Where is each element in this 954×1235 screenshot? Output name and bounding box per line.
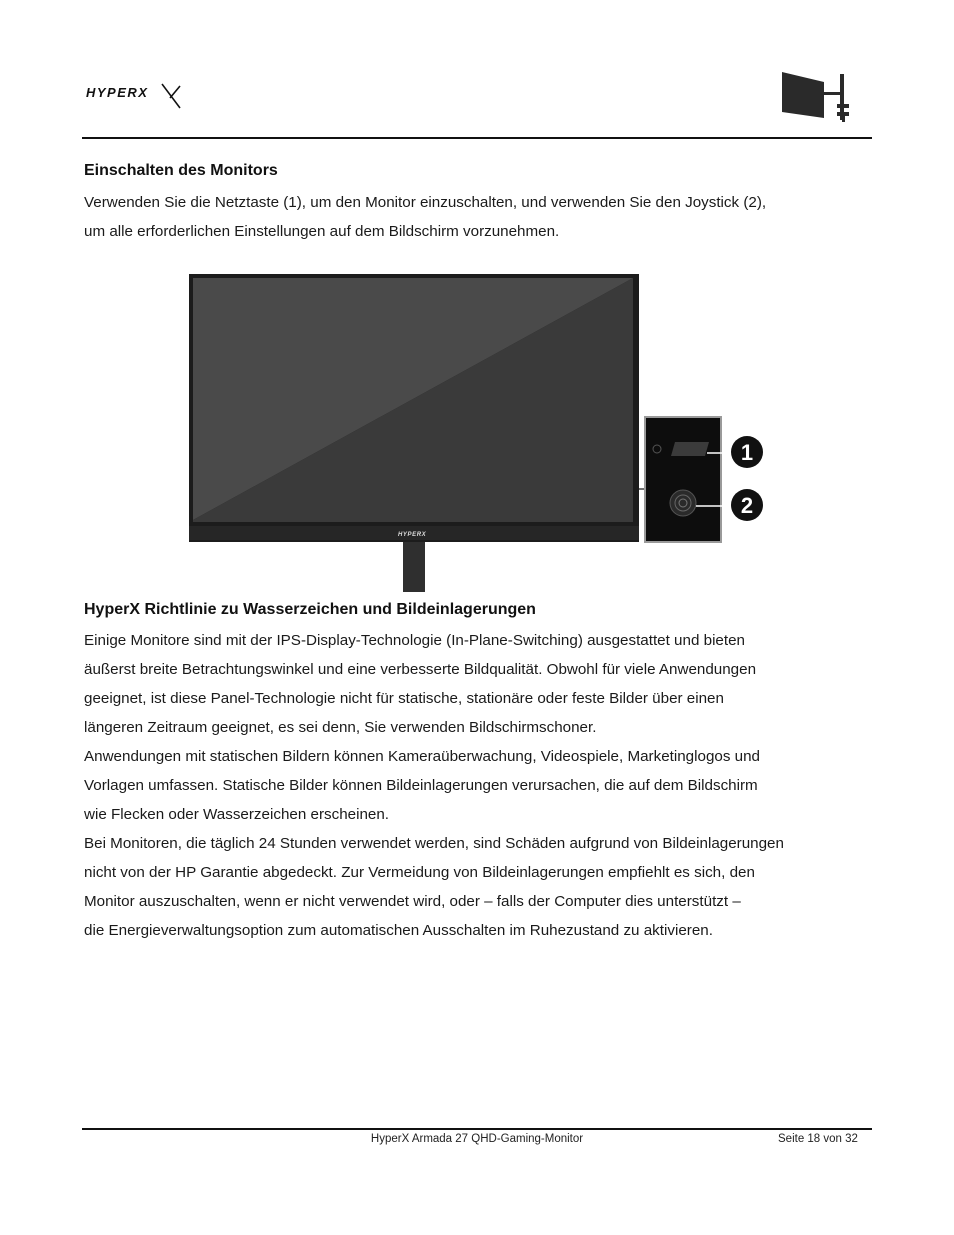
footer-divider <box>82 1128 872 1130</box>
text-line: äußerst breite Betrachtungswinkel und eine verbesserte Bildqualität. Obwohl für viele Anwendungen <box>84 661 757 678</box>
header-divider <box>82 137 872 139</box>
monitor-arm-mount-icon <box>780 70 855 130</box>
joystick <box>670 490 696 516</box>
text-line: die Energieverwaltungsoption zum automatischen Ausschalten im Ruhezustand zu aktivieren. <box>84 922 713 939</box>
text-line: Verwenden Sie die Netztaste (1), um den Monitor einzuschalten, und verwenden Sie den Joystick (2), <box>84 194 767 211</box>
svg-text:1: 1 <box>740 440 754 465</box>
text-line: geeignet, ist diese Panel-Technologie nicht für statische, stationäre oder feste Bilder über einen <box>84 690 724 707</box>
svg-text:HYPERX: HYPERX <box>86 85 149 100</box>
text-line: Vorlagen umfassen. Statische Bilder können Bildeinlagerungen verursachen, die auf dem Bildschirm <box>84 777 758 794</box>
footer-page-number: Seite 18 von 32 <box>778 1133 858 1145</box>
bezel-logo: HYPERX <box>398 532 427 538</box>
hyperx-logo <box>84 80 184 117</box>
monitor-controls-illustration <box>185 270 775 600</box>
section-paragraph-watermark-policy <box>84 626 884 945</box>
footer-document-title: HyperX Armada 27 QHD-Gaming-Monitor <box>370 1133 584 1145</box>
power-button <box>671 442 709 456</box>
text-line: um alle erforderlichen Einstellungen auf dem Bildschirm vorzunehmen. <box>84 223 560 240</box>
text-line: wie Flecken oder Wasserzeichen erscheinen. <box>84 806 390 823</box>
monitor-stand <box>403 540 425 592</box>
svg-text:2: 2 <box>740 493 754 518</box>
section-paragraph-power-on <box>84 188 884 246</box>
text-line: Anwendungen mit statischen Bildern können Kameraüberwachung, Videospiele, Marketinglogos und <box>84 748 760 765</box>
text-line: Bei Monitoren, die täglich 24 Stunden verwendet werden, sind Schäden aufgrund von Bildeinlagerungen <box>84 835 784 852</box>
text-line: Einige Monitore sind mit der IPS-Display-Technologie (In-Plane-Switching) ausgestattet und bieten <box>84 632 745 649</box>
controls-inset <box>645 417 721 542</box>
section-heading-power-on: Einschalten des Monitors <box>84 162 278 179</box>
text-line: längeren Zeitraum geeignet, es sei denn, Sie verwenden Bildschirmschoner. <box>84 719 597 736</box>
text-line: Monitor auszuschalten, wenn er nicht verwendet wird, oder – falls der Computer dies unterstützt – <box>84 893 741 910</box>
section-heading-watermark-policy: HyperX Richtlinie zu Wasserzeichen und Bildeinlagerungen <box>84 601 536 618</box>
text-line: nicht von der HP Garantie abgedeckt. Zur Vermeidung von Bildeinlagerungen empfiehlt es sich, den <box>84 864 755 881</box>
